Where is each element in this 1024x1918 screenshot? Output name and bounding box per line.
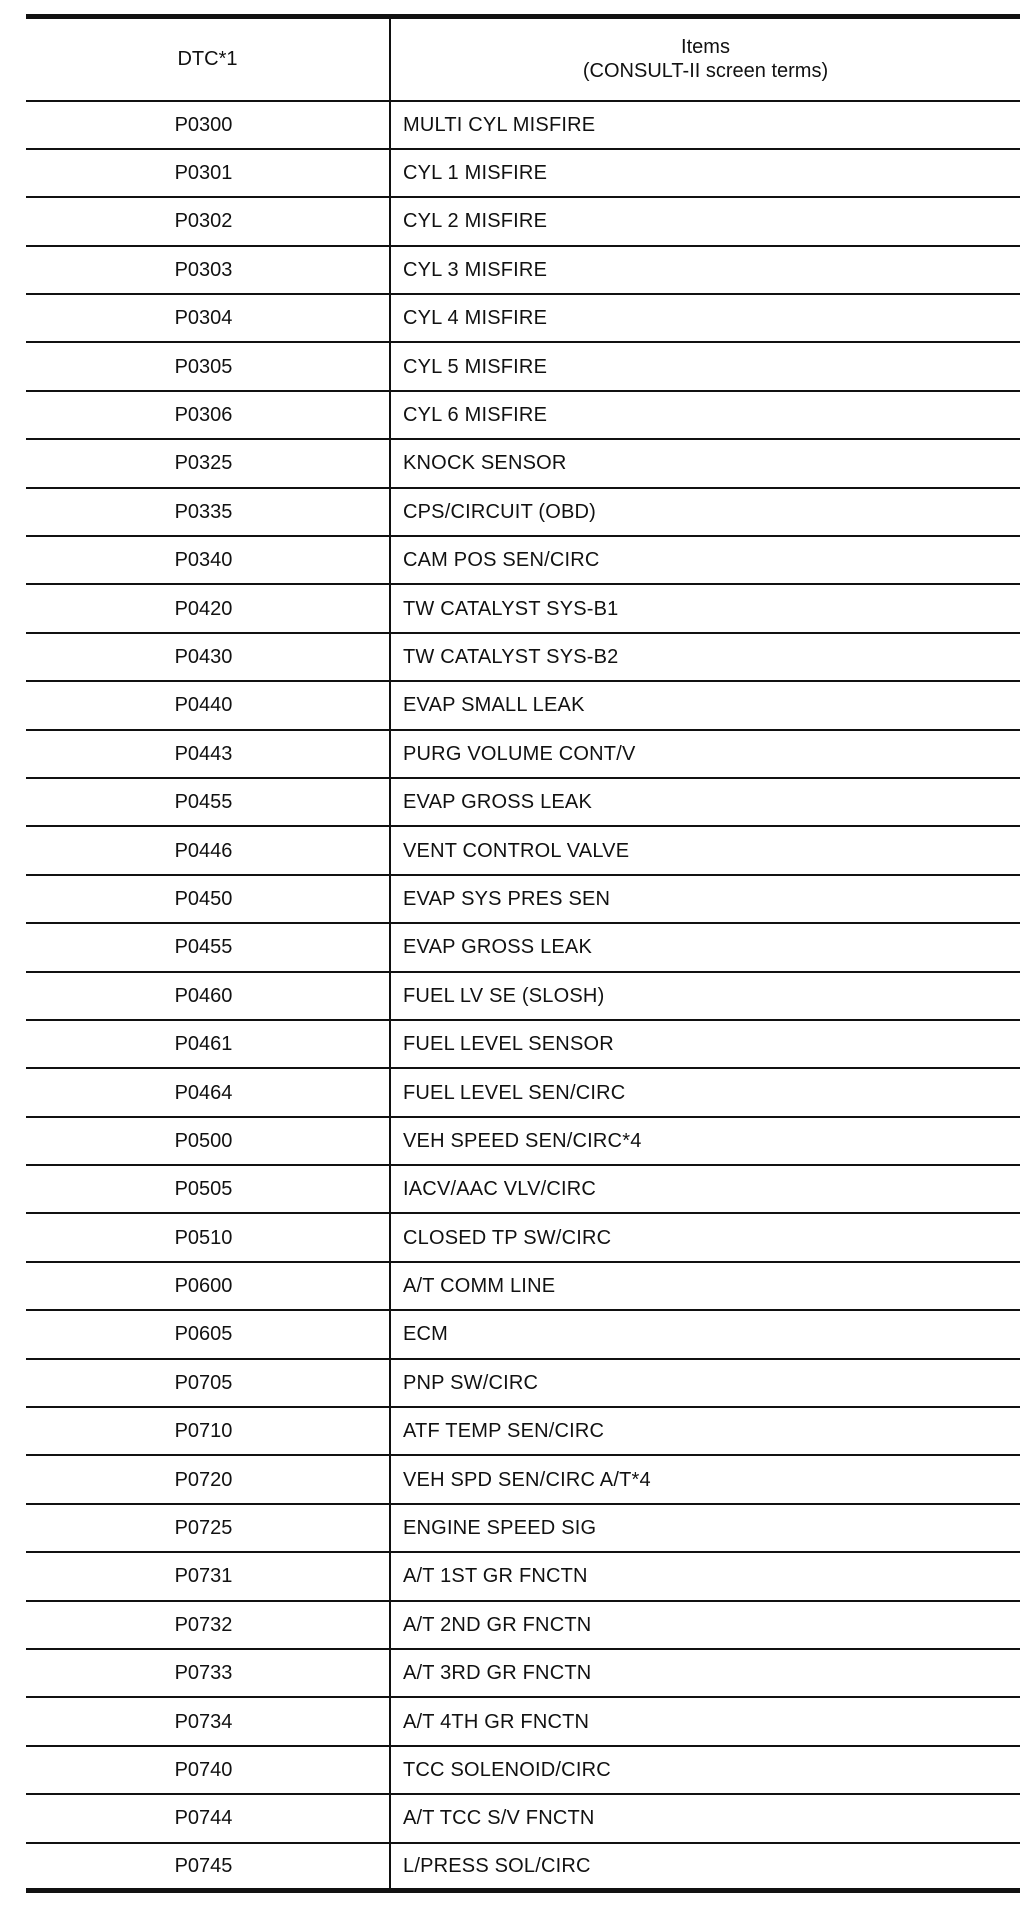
items-header-title: Items xyxy=(681,36,730,59)
item-term: VEH SPEED SEN/CIRC*4 xyxy=(390,1117,1020,1165)
table-row xyxy=(26,584,1020,632)
item-term: A/T COMM LINE xyxy=(390,1262,1020,1310)
item-term: PNP SW/CIRC xyxy=(390,1359,1020,1407)
table-row xyxy=(26,391,1020,439)
item-term: A/T 3RD GR FNCTN xyxy=(390,1649,1020,1697)
dtc-code: P0731 xyxy=(26,1552,390,1600)
dtc-code: P0460 xyxy=(26,972,390,1020)
item-term: TW CATALYST SYS-B1 xyxy=(390,584,1020,632)
table-row xyxy=(26,1552,1020,1600)
table-row xyxy=(26,972,1020,1020)
dtc-code: P0510 xyxy=(26,1213,390,1261)
table-row xyxy=(26,294,1020,342)
item-term: EVAP SYS PRES SEN xyxy=(390,875,1020,923)
item-term: VEH SPD SEN/CIRC A/T*4 xyxy=(390,1455,1020,1503)
dtc-code: P0443 xyxy=(26,730,390,778)
dtc-code: P0420 xyxy=(26,584,390,632)
item-term: EVAP SMALL LEAK xyxy=(390,681,1020,729)
item-term: A/T 2ND GR FNCTN xyxy=(390,1601,1020,1649)
table-row xyxy=(26,439,1020,487)
dtc-code: P0505 xyxy=(26,1165,390,1213)
items-column-header xyxy=(390,17,1020,101)
dtc-code: P0720 xyxy=(26,1455,390,1503)
dtc-code: P0304 xyxy=(26,294,390,342)
table-row xyxy=(26,681,1020,729)
dtc-code: P0306 xyxy=(26,391,390,439)
dtc-code: P0464 xyxy=(26,1068,390,1116)
table-header xyxy=(26,17,1020,101)
table-row xyxy=(26,536,1020,584)
table-row xyxy=(26,1746,1020,1794)
dtc-code: P0440 xyxy=(26,681,390,729)
table-row xyxy=(26,923,1020,971)
dtc-code: P0745 xyxy=(26,1843,390,1891)
dtc-code: P0733 xyxy=(26,1649,390,1697)
table-row xyxy=(26,488,1020,536)
dtc-table-container xyxy=(26,14,1020,1893)
header-row xyxy=(26,17,1020,101)
table-row xyxy=(26,1794,1020,1842)
table-row xyxy=(26,149,1020,197)
dtc-code: P0600 xyxy=(26,1262,390,1310)
item-term: FUEL LEVEL SENSOR xyxy=(390,1020,1020,1068)
table-row xyxy=(26,1020,1020,1068)
table-row xyxy=(26,1455,1020,1503)
table-row xyxy=(26,778,1020,826)
dtc-code: P0734 xyxy=(26,1697,390,1745)
dtc-column-header: DTC*1 xyxy=(26,17,390,101)
dtc-code: P0740 xyxy=(26,1746,390,1794)
item-term: TCC SOLENOID/CIRC xyxy=(390,1746,1020,1794)
item-term: A/T 4TH GR FNCTN xyxy=(390,1697,1020,1745)
dtc-code: P0450 xyxy=(26,875,390,923)
item-term: CYL 3 MISFIRE xyxy=(390,246,1020,294)
item-term: EVAP GROSS LEAK xyxy=(390,923,1020,971)
item-term: A/T 1ST GR FNCTN xyxy=(390,1552,1020,1600)
table-row xyxy=(26,826,1020,874)
table-row xyxy=(26,1697,1020,1745)
dtc-code: P0340 xyxy=(26,536,390,584)
item-term: CPS/CIRCUIT (OBD) xyxy=(390,488,1020,536)
item-term: ATF TEMP SEN/CIRC xyxy=(390,1407,1020,1455)
dtc-code: P0725 xyxy=(26,1504,390,1552)
item-term: ECM xyxy=(390,1310,1020,1358)
table-row xyxy=(26,101,1020,149)
table-row xyxy=(26,633,1020,681)
item-term: VENT CONTROL VALVE xyxy=(390,826,1020,874)
item-term: PURG VOLUME CONT/V xyxy=(390,730,1020,778)
table-row xyxy=(26,1649,1020,1697)
table-row xyxy=(26,342,1020,390)
table-row xyxy=(26,246,1020,294)
table-row xyxy=(26,1117,1020,1165)
table-row xyxy=(26,1407,1020,1455)
dtc-code: P0303 xyxy=(26,246,390,294)
item-term: CYL 4 MISFIRE xyxy=(390,294,1020,342)
item-term: EVAP GROSS LEAK xyxy=(390,778,1020,826)
item-term: A/T TCC S/V FNCTN xyxy=(390,1794,1020,1842)
dtc-code: P0605 xyxy=(26,1310,390,1358)
dtc-code: P0302 xyxy=(26,197,390,245)
table-row xyxy=(26,197,1020,245)
dtc-code: P0500 xyxy=(26,1117,390,1165)
dtc-code: P0732 xyxy=(26,1601,390,1649)
item-term: CYL 6 MISFIRE xyxy=(390,391,1020,439)
items-header-subtitle: (CONSULT-II screen terms) xyxy=(582,60,829,83)
item-term: CLOSED TP SW/CIRC xyxy=(390,1213,1020,1261)
item-term: TW CATALYST SYS-B2 xyxy=(390,633,1020,681)
dtc-code: P0710 xyxy=(26,1407,390,1455)
dtc-code: P0446 xyxy=(26,826,390,874)
item-term: KNOCK SENSOR xyxy=(390,439,1020,487)
table-row xyxy=(26,1213,1020,1261)
item-term: FUEL LEVEL SEN/CIRC xyxy=(390,1068,1020,1116)
dtc-code: P0744 xyxy=(26,1794,390,1842)
item-term: ENGINE SPEED SIG xyxy=(390,1504,1020,1552)
table-row xyxy=(26,875,1020,923)
table-row xyxy=(26,1310,1020,1358)
dtc-code: P0305 xyxy=(26,342,390,390)
table-row xyxy=(26,1068,1020,1116)
item-term: FUEL LV SE (SLOSH) xyxy=(390,972,1020,1020)
table-row xyxy=(26,1165,1020,1213)
dtc-code: P0430 xyxy=(26,633,390,681)
dtc-code: P0705 xyxy=(26,1359,390,1407)
dtc-code: P0325 xyxy=(26,439,390,487)
item-term: CYL 2 MISFIRE xyxy=(390,197,1020,245)
item-term: IACV/AAC VLV/CIRC xyxy=(390,1165,1020,1213)
item-term: CYL 5 MISFIRE xyxy=(390,342,1020,390)
table-row xyxy=(26,1262,1020,1310)
table-body xyxy=(26,101,1020,1891)
table-row xyxy=(26,1504,1020,1552)
table-row xyxy=(26,1359,1020,1407)
item-term: CYL 1 MISFIRE xyxy=(390,149,1020,197)
item-term: CAM POS SEN/CIRC xyxy=(390,536,1020,584)
dtc-code: P0335 xyxy=(26,488,390,536)
dtc-code: P0455 xyxy=(26,778,390,826)
table-row xyxy=(26,730,1020,778)
dtc-code: P0301 xyxy=(26,149,390,197)
dtc-code: P0300 xyxy=(26,101,390,149)
item-term: L/PRESS SOL/CIRC xyxy=(390,1843,1020,1891)
item-term: MULTI CYL MISFIRE xyxy=(390,101,1020,149)
table-row xyxy=(26,1843,1020,1891)
table-row xyxy=(26,1601,1020,1649)
dtc-code: P0455 xyxy=(26,923,390,971)
dtc-table xyxy=(26,14,1020,1893)
dtc-code: P0461 xyxy=(26,1020,390,1068)
